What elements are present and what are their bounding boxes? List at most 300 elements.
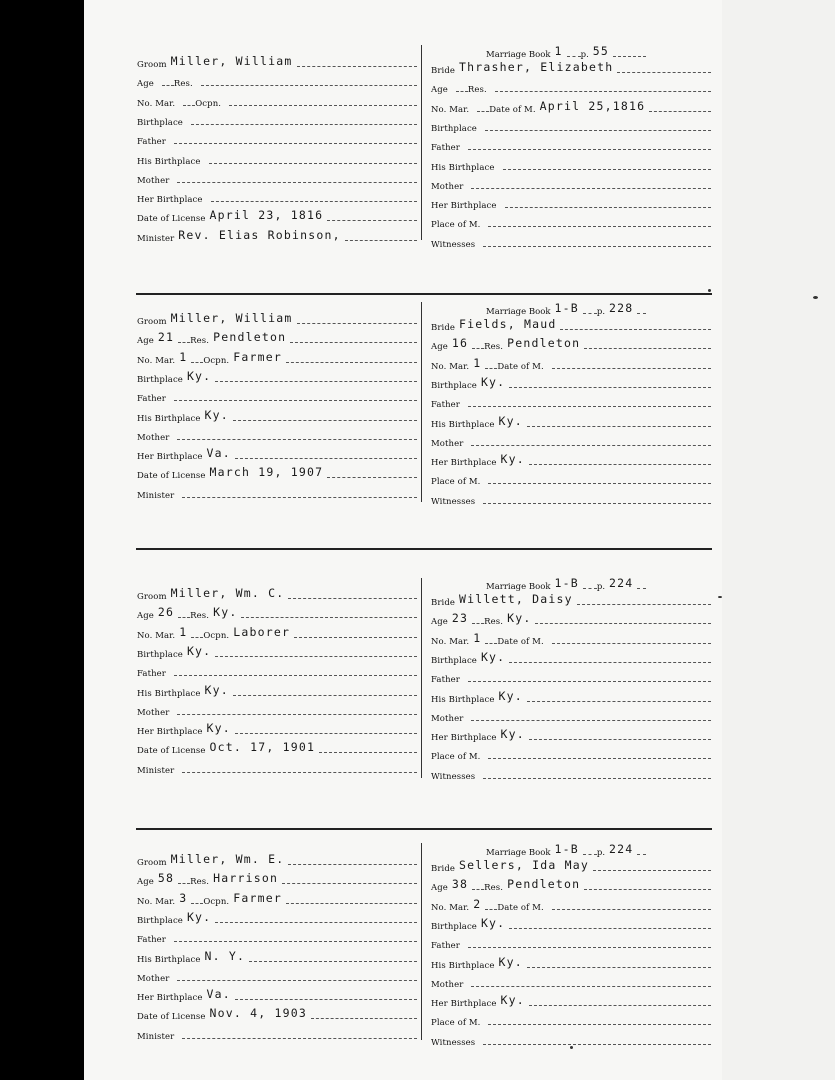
- groom-birthplace-value: Ky.: [186, 368, 212, 383]
- fill-line: [535, 623, 711, 624]
- fill-line: [485, 368, 497, 369]
- groom-her-birthplace-value: Ky.: [206, 721, 231, 736]
- groom-his-birthplace-row: [137, 947, 417, 965]
- fill-line: [233, 420, 417, 421]
- groom-age-label: Age: [137, 877, 154, 888]
- scan-speck: [718, 596, 722, 598]
- bride-witnesses-row: [431, 764, 711, 782]
- fill-line: [468, 149, 711, 150]
- bride-date-of-m-label: Date of M.: [489, 104, 536, 115]
- groom-res-label: Res.: [190, 611, 210, 622]
- bride-mother-row: [431, 706, 711, 724]
- groom-his-birthplace-value: N. Y.: [204, 948, 246, 963]
- fill-line: [509, 662, 711, 663]
- groom-date-of-license-row: [137, 738, 417, 756]
- bride-birthplace-value: Ky.: [480, 649, 506, 664]
- fill-line: [472, 889, 484, 890]
- groom-date-of-license-value: March 19, 1907: [209, 465, 324, 480]
- fill-line: [483, 1044, 711, 1045]
- groom-groom-row: [137, 850, 417, 868]
- groom-ocpn-label: Ocpn.: [195, 98, 222, 109]
- bride-mother-label: Mother: [431, 713, 464, 724]
- bride-place-of-m-row: [431, 212, 711, 230]
- fill-line: [249, 961, 417, 962]
- bride-bride-label: Bride: [431, 598, 455, 608]
- bride-mother-row: [431, 972, 711, 990]
- groom-ocpn-value: Farmer: [233, 349, 282, 364]
- fill-line: [191, 903, 203, 904]
- fill-line: [294, 637, 417, 638]
- fill-line: [637, 854, 646, 855]
- fill-line: [297, 66, 417, 67]
- marriage-book-label: Marriage Book: [486, 307, 551, 317]
- bride-place-of-m-row: [431, 744, 711, 762]
- page-label: p.: [580, 50, 589, 60]
- bride-her-birthplace-row: [431, 725, 711, 743]
- bride-date-of-m-label: Date of M.: [497, 361, 544, 372]
- fill-line: [177, 182, 417, 183]
- fill-line: [583, 854, 597, 855]
- fill-line: [637, 588, 646, 589]
- marriage-book-label: Marriage Book: [486, 848, 551, 858]
- groom-minister-row: [137, 758, 417, 776]
- bride-name-value: Thrasher, Elizabeth: [459, 60, 614, 74]
- bride-res-label: Res.: [467, 85, 487, 96]
- fill-line: [241, 617, 417, 618]
- fill-line: [471, 188, 711, 189]
- bride-her-birthplace-row: [431, 450, 711, 468]
- bride-no-mar-value: 2: [473, 896, 482, 911]
- fill-line: [488, 758, 711, 759]
- bride-res-value: Pendleton: [507, 336, 581, 351]
- groom-his-birthplace-row: [137, 406, 417, 424]
- bride-date-of-m-label: Date of M.: [497, 636, 544, 647]
- fill-line: [617, 72, 711, 73]
- bride-no-mar-label: No. Mar.: [431, 361, 470, 372]
- bride-no-mar-row: [431, 97, 711, 115]
- bride-witnesses-row: [431, 232, 711, 250]
- page-value: 228: [609, 301, 634, 315]
- bride-res-value: Pendleton: [507, 877, 581, 892]
- fill-line: [162, 85, 174, 86]
- groom-birthplace-row: [137, 367, 417, 385]
- fill-line: [235, 999, 417, 1000]
- groom-date-of-license-value: Oct. 17, 1901: [209, 740, 316, 755]
- fill-line: [529, 464, 711, 465]
- fill-line: [583, 588, 597, 589]
- groom-his-birthplace-row: [137, 681, 417, 699]
- card-separator: [136, 293, 712, 295]
- bride-witnesses-label: Witnesses: [431, 1037, 476, 1048]
- bride-age-label: Age: [431, 883, 448, 894]
- fill-line: [472, 348, 484, 349]
- groom-name-value: Miller, William: [170, 54, 293, 68]
- groom-father-label: Father: [137, 137, 166, 148]
- bride-age-label: Age: [431, 617, 448, 628]
- bride-father-row: [431, 392, 711, 410]
- groom-minister-value: Rev. Elias Robinson,: [178, 227, 341, 242]
- fill-line: [552, 368, 711, 369]
- fill-line: [215, 922, 417, 923]
- column-divider: [421, 45, 422, 240]
- groom-her-birthplace-label: Her Birthplace: [137, 727, 203, 738]
- bride-age-row: [431, 77, 711, 95]
- groom-mother-row: [137, 425, 417, 443]
- groom-birthplace-label: Birthplace: [137, 117, 183, 128]
- groom-groom-label: Groom: [137, 317, 167, 327]
- fill-line: [485, 643, 497, 644]
- groom-no-mar-label: No. Mar.: [137, 98, 176, 109]
- page-label: p.: [596, 582, 606, 592]
- bride-age-value: 23: [451, 611, 469, 626]
- groom-groom-label: Groom: [137, 60, 167, 70]
- fill-line: [327, 477, 417, 478]
- scan-speck: [708, 289, 711, 292]
- fill-line: [174, 675, 417, 676]
- card-separator: [136, 828, 712, 830]
- groom-ocpn-label: Ocpn.: [203, 896, 230, 907]
- bride-place-of-m-row: [431, 1010, 711, 1028]
- groom-birthplace-value: Ky.: [186, 909, 212, 924]
- bride-age-row: [431, 609, 711, 627]
- groom-name-value: Miller, Wm. C.: [170, 586, 285, 600]
- groom-mother-row: [137, 966, 417, 984]
- fill-line: [178, 342, 190, 343]
- groom-birthplace-row: [137, 110, 417, 128]
- fill-line: [471, 720, 711, 721]
- groom-no-mar-label: No. Mar.: [137, 355, 176, 366]
- groom-no-mar-label: No. Mar.: [137, 630, 176, 641]
- bride-no-mar-label: No. Mar.: [431, 104, 470, 115]
- fill-line: [311, 1018, 417, 1019]
- bride-res-label: Res.: [484, 342, 504, 353]
- fill-line: [456, 91, 468, 92]
- groom-age-row: [137, 603, 417, 621]
- marriage-book-label: Marriage Book: [486, 50, 551, 60]
- fill-line: [174, 941, 417, 942]
- bride-her-birthplace-value: Ky.: [500, 727, 525, 742]
- bride-witnesses-row: [431, 1030, 711, 1048]
- adjacent-card-edge: [722, 0, 835, 1080]
- bride-no-mar-label: No. Mar.: [431, 636, 470, 647]
- bride-his-birthplace-row: [431, 687, 711, 705]
- fill-line: [177, 714, 417, 715]
- fill-line: [235, 458, 417, 459]
- bride-her-birthplace-label: Her Birthplace: [431, 201, 497, 212]
- bride-his-birthplace-row: [431, 412, 711, 430]
- fill-line: [182, 1038, 417, 1039]
- groom-age-value: 21: [157, 330, 175, 345]
- fill-line: [495, 91, 711, 92]
- bride-mother-label: Mother: [431, 181, 464, 192]
- groom-birthplace-label: Birthplace: [137, 649, 183, 660]
- bride-birthplace-label: Birthplace: [431, 655, 477, 666]
- groom-his-birthplace-label: His Birthplace: [137, 413, 201, 424]
- fill-line: [593, 870, 711, 871]
- fill-line: [290, 342, 417, 343]
- fill-line: [488, 226, 711, 227]
- bride-res-label: Res.: [484, 617, 504, 628]
- groom-mother-row: [137, 700, 417, 718]
- groom-minister-label: Minister: [137, 233, 175, 244]
- fill-line: [509, 928, 711, 929]
- fill-line: [503, 169, 711, 170]
- groom-date-of-license-label: Date of License: [137, 214, 206, 225]
- bride-birthplace-label: Birthplace: [431, 380, 477, 391]
- groom-her-birthplace-value: Va.: [206, 446, 231, 461]
- groom-her-birthplace-row: [137, 985, 417, 1003]
- groom-minister-label: Minister: [137, 1031, 175, 1042]
- bride-birthplace-row: [431, 116, 711, 134]
- bride-mother-row: [431, 174, 711, 192]
- groom-father-row: [137, 386, 417, 404]
- groom-no-mar-value: 1: [179, 624, 188, 639]
- groom-ocpn-value: Laborer: [233, 624, 291, 639]
- bride-birthplace-row: [431, 648, 711, 666]
- bride-age-row: [431, 334, 711, 352]
- fill-line: [191, 124, 417, 125]
- fill-line: [567, 56, 581, 57]
- fill-line: [471, 445, 711, 446]
- fill-line: [529, 739, 711, 740]
- fill-line: [468, 406, 711, 407]
- fill-line: [613, 56, 646, 57]
- marriage-book-value: 1: [554, 44, 563, 58]
- bride-age-label: Age: [431, 342, 448, 353]
- groom-date-of-license-row: [137, 463, 417, 481]
- groom-her-birthplace-label: Her Birthplace: [137, 993, 203, 1004]
- fill-line: [235, 733, 417, 734]
- fill-line: [527, 426, 711, 427]
- fill-line: [282, 883, 417, 884]
- groom-his-birthplace-label: His Birthplace: [137, 688, 201, 699]
- fill-line: [233, 695, 417, 696]
- bride-father-label: Father: [431, 143, 460, 154]
- groom-no-mar-row: [137, 348, 417, 366]
- bride-bride-label: Bride: [431, 323, 455, 333]
- bride-witnesses-row: [431, 489, 711, 507]
- groom-groom-row: [137, 309, 417, 327]
- groom-her-birthplace-row: [137, 187, 417, 205]
- page-value: 224: [609, 576, 634, 590]
- groom-no-mar-label: No. Mar.: [137, 896, 176, 907]
- bride-place-of-m-label: Place of M.: [431, 752, 481, 763]
- bride-age-value: 16: [451, 336, 469, 351]
- groom-res-label: Res.: [190, 336, 210, 347]
- fill-line: [505, 207, 711, 208]
- bride-birthplace-label: Birthplace: [431, 123, 477, 134]
- bride-age-value: 38: [451, 877, 469, 892]
- groom-age-row: [137, 869, 417, 887]
- fill-line: [483, 778, 711, 779]
- groom-minister-row: [137, 1024, 417, 1042]
- fill-line: [477, 111, 489, 112]
- fill-line: [201, 85, 417, 86]
- fill-line: [319, 752, 417, 753]
- groom-date-of-license-row: [137, 1004, 417, 1022]
- bride-date-of-m-value: April 25,1816: [539, 98, 646, 113]
- groom-her-birthplace-label: Her Birthplace: [137, 452, 203, 463]
- bride-her-birthplace-value: Ky.: [500, 452, 525, 467]
- bride-bride-row: [431, 856, 711, 874]
- bride-name-value: Willett, Daisy: [459, 592, 573, 606]
- bride-bride-label: Bride: [431, 66, 455, 76]
- groom-her-birthplace-row: [137, 719, 417, 737]
- bride-her-birthplace-value: Ky.: [500, 993, 525, 1008]
- fill-line: [183, 105, 195, 106]
- groom-father-label: Father: [137, 669, 166, 680]
- groom-minister-label: Minister: [137, 490, 175, 501]
- fill-line: [211, 201, 417, 202]
- groom-father-row: [137, 129, 417, 147]
- groom-birthplace-row: [137, 908, 417, 926]
- groom-mother-label: Mother: [137, 707, 170, 718]
- fill-line: [288, 598, 417, 599]
- groom-res-label: Res.: [173, 79, 193, 90]
- groom-date-of-license-label: Date of License: [137, 471, 206, 482]
- groom-ocpn-value: Farmer: [233, 890, 282, 905]
- bride-his-birthplace-label: His Birthplace: [431, 419, 495, 430]
- groom-res-value: Pendleton: [213, 330, 287, 345]
- groom-date-of-license-label: Date of License: [137, 746, 206, 757]
- bride-bride-row: [431, 58, 711, 76]
- fill-line: [529, 1005, 711, 1006]
- bride-bride-row: [431, 315, 711, 333]
- fill-line: [483, 246, 711, 247]
- fill-line: [209, 163, 417, 164]
- bride-name-value: Fields, Maud: [459, 317, 557, 331]
- fill-line: [297, 323, 417, 324]
- groom-his-birthplace-row: [137, 149, 417, 167]
- bride-his-birthplace-label: His Birthplace: [431, 694, 495, 705]
- fill-line: [229, 105, 417, 106]
- fill-line: [345, 240, 417, 241]
- marriage-book-value: 1-B: [554, 576, 579, 590]
- groom-age-value: 26: [157, 605, 175, 620]
- bride-her-birthplace-row: [431, 193, 711, 211]
- fill-line: [552, 643, 711, 644]
- bride-no-mar-row: [431, 629, 711, 647]
- fill-line: [649, 111, 711, 112]
- fill-line: [468, 681, 711, 682]
- marriage-book-label: Marriage Book: [486, 582, 551, 592]
- bride-bride-label: Bride: [431, 864, 455, 874]
- groom-birthplace-row: [137, 642, 417, 660]
- bride-no-mar-value: 1: [473, 355, 482, 370]
- groom-age-label: Age: [137, 611, 154, 622]
- column-divider: [421, 302, 422, 502]
- groom-res-value: Harrison: [213, 871, 279, 886]
- bride-father-label: Father: [431, 675, 460, 686]
- groom-his-birthplace-value: Ky.: [204, 682, 229, 697]
- fill-line: [488, 483, 711, 484]
- fill-line: [552, 909, 711, 910]
- fill-line: [584, 889, 711, 890]
- bride-father-row: [431, 667, 711, 685]
- bride-witnesses-label: Witnesses: [431, 771, 476, 782]
- groom-date-of-license-value: Nov. 4, 1903: [209, 1006, 308, 1021]
- fill-line: [527, 701, 711, 702]
- fill-line: [637, 313, 646, 314]
- bride-his-birthplace-value: Ky.: [498, 954, 523, 969]
- fill-line: [215, 656, 417, 657]
- bride-father-label: Father: [431, 941, 460, 952]
- bride-his-birthplace-row: [431, 953, 711, 971]
- scan-left-margin: [0, 0, 84, 1080]
- bride-her-birthplace-label: Her Birthplace: [431, 999, 497, 1010]
- groom-minister-row: [137, 226, 417, 244]
- groom-minister-label: Minister: [137, 765, 175, 776]
- bride-birthplace-row: [431, 373, 711, 391]
- page-value: 224: [609, 842, 634, 856]
- bride-father-row: [431, 933, 711, 951]
- groom-father-row: [137, 927, 417, 945]
- groom-mother-label: Mother: [137, 175, 170, 186]
- fill-line: [584, 348, 711, 349]
- groom-her-birthplace-value: Va.: [206, 987, 231, 1002]
- groom-age-label: Age: [137, 79, 154, 90]
- groom-his-birthplace-label: His Birthplace: [137, 156, 201, 167]
- groom-age-label: Age: [137, 336, 154, 347]
- fill-line: [286, 362, 417, 363]
- groom-no-mar-value: 1: [179, 349, 188, 364]
- bride-age-label: Age: [431, 85, 448, 96]
- card-separator: [136, 548, 712, 550]
- bride-no-mar-row: [431, 354, 711, 372]
- groom-res-value: Ky.: [213, 605, 238, 620]
- fill-line: [174, 143, 417, 144]
- fill-line: [468, 947, 711, 948]
- bride-his-birthplace-label: His Birthplace: [431, 162, 495, 173]
- bride-his-birthplace-label: His Birthplace: [431, 960, 495, 971]
- groom-birthplace-label: Birthplace: [137, 374, 183, 385]
- groom-mother-row: [137, 168, 417, 186]
- groom-no-mar-value: 3: [179, 890, 188, 905]
- groom-birthplace-value: Ky.: [186, 643, 212, 658]
- fill-line: [472, 623, 484, 624]
- bride-witnesses-label: Witnesses: [431, 239, 476, 250]
- groom-no-mar-row: [137, 889, 417, 907]
- bride-date-of-m-label: Date of M.: [497, 902, 544, 913]
- fill-line: [583, 313, 597, 314]
- bride-his-birthplace-value: Ky.: [498, 413, 523, 428]
- fill-line: [488, 1024, 711, 1025]
- fill-line: [177, 980, 417, 981]
- groom-ocpn-label: Ocpn.: [203, 355, 230, 366]
- groom-date-of-license-row: [137, 206, 417, 224]
- column-divider: [421, 843, 422, 1040]
- groom-ocpn-label: Ocpn.: [203, 630, 230, 641]
- fill-line: [509, 387, 711, 388]
- scan-speck: [570, 1046, 573, 1049]
- bride-her-birthplace-label: Her Birthplace: [431, 458, 497, 469]
- fill-line: [527, 967, 711, 968]
- bride-res-value: Ky.: [507, 611, 532, 626]
- groom-groom-row: [137, 52, 417, 70]
- bride-no-mar-value: 1: [473, 630, 482, 645]
- fill-line: [485, 130, 711, 131]
- bride-birthplace-value: Ky.: [480, 374, 506, 389]
- bride-age-row: [431, 875, 711, 893]
- groom-father-label: Father: [137, 935, 166, 946]
- groom-no-mar-row: [137, 91, 417, 109]
- groom-name-value: Miller, Wm. E.: [170, 852, 285, 866]
- page-value: 55: [592, 44, 610, 58]
- fill-line: [215, 381, 417, 382]
- marriage-book-value: 1-B: [554, 842, 579, 856]
- fill-line: [182, 497, 417, 498]
- bride-father-row: [431, 135, 711, 153]
